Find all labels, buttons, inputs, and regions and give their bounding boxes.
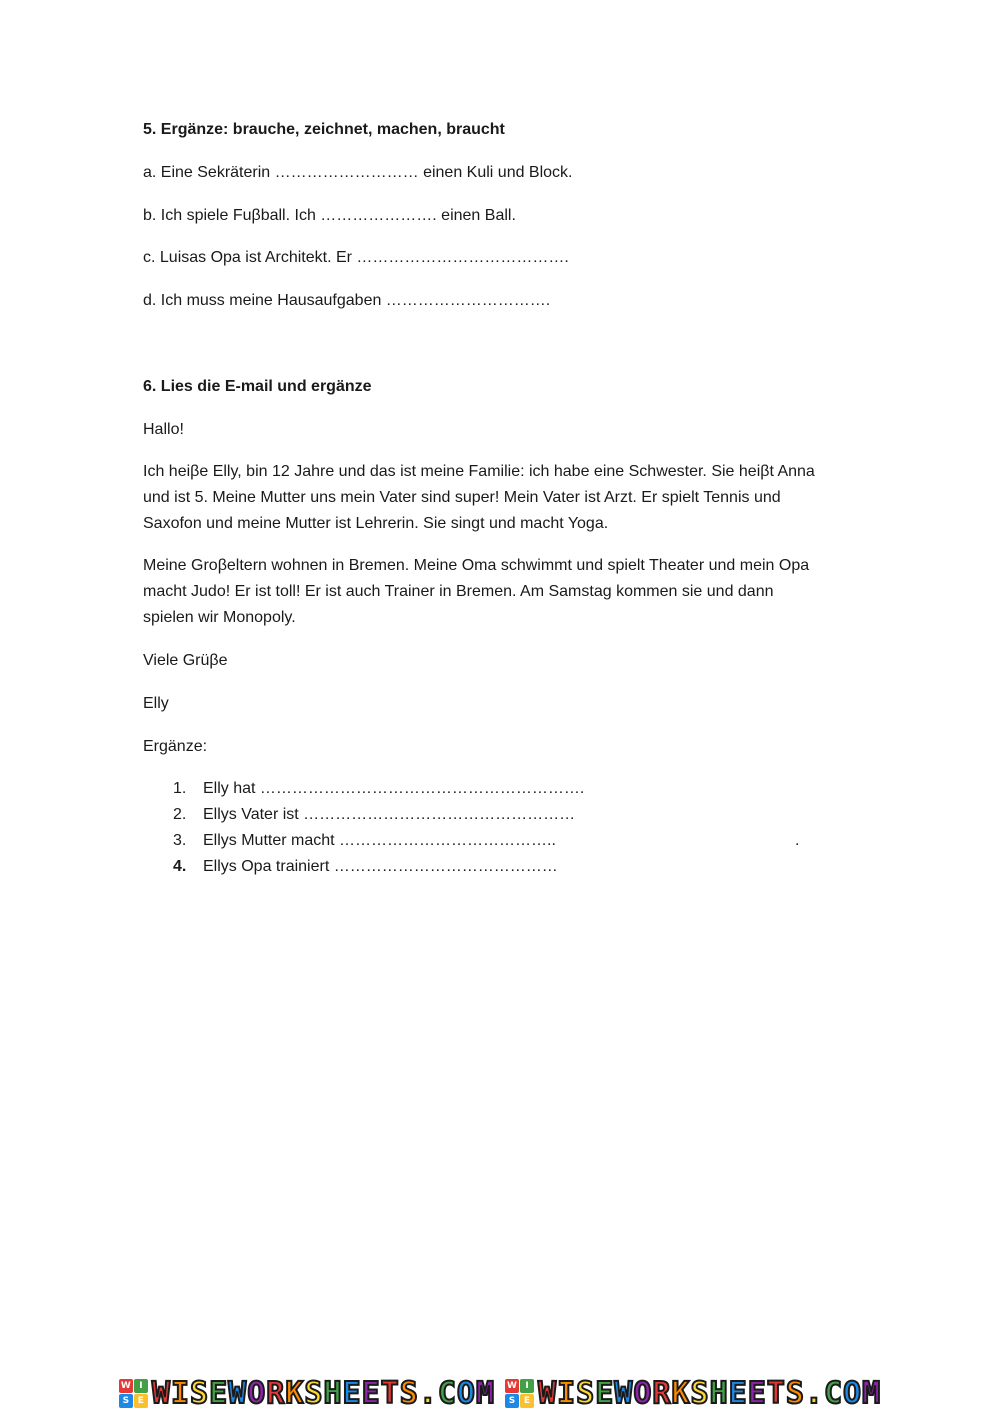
logo-tile: W <box>119 1379 133 1393</box>
wordmark-letter: E <box>595 1376 615 1411</box>
section6-heading: 6. Lies die E-mail und ergänze <box>143 378 372 395</box>
wordmark-letter: W <box>228 1376 248 1411</box>
brand-wordmark <box>538 1376 881 1411</box>
section5-item-d: d. Ich muss meine Hausaufgaben …………………………. <box>143 292 551 309</box>
wordmark-letter: O <box>633 1376 653 1411</box>
list-item-number: 3. <box>173 832 187 849</box>
task-label: Ergänze: <box>143 738 208 755</box>
email-paragraph-1-line: Saxofon und meine Mutter ist Lehrerin. Sie singt und macht Yoga. <box>143 515 609 532</box>
section5-item-c: c. Luisas Opa ist Architekt. Er …………………………………. <box>143 249 569 266</box>
wordmark-letter: E <box>209 1376 229 1411</box>
wordmark-letter: H <box>323 1376 343 1411</box>
wordmark-letter: E <box>747 1376 767 1411</box>
list-item-number: 4. <box>173 858 187 875</box>
list-item <box>173 776 584 802</box>
wordmark-letter: W <box>614 1376 634 1411</box>
wordmark-letter: I <box>557 1376 577 1411</box>
email-paragraph-2-line: macht Judo! Er ist toll! Er ist auch Trainer in Bremen. Am Samstag kommen sie und dann <box>143 583 774 600</box>
email-greeting: Hallo! <box>143 421 184 438</box>
wordmark-letter: R <box>266 1376 286 1411</box>
logo-tile: S <box>505 1394 519 1408</box>
wordmark-letter: C <box>437 1376 457 1411</box>
wordmark-letter: O <box>843 1376 863 1411</box>
brand-block <box>119 1376 495 1411</box>
email-paragraph-2 <box>143 553 859 631</box>
logo-tile: E <box>520 1394 534 1408</box>
list-item-text: Elly hat ……………………………………………………. <box>203 780 585 797</box>
stray-period: . <box>795 832 800 849</box>
wordmark-letter: R <box>652 1376 672 1411</box>
wordmark-letter: . <box>804 1376 824 1411</box>
wordmark-letter: O <box>247 1376 267 1411</box>
footer-watermark <box>0 1374 1000 1413</box>
section5-item-a: a. Eine Sekräterin ……………………… einen Kuli und Block. <box>143 164 573 181</box>
wordmark-letter: E <box>361 1376 381 1411</box>
brand-logo-icon <box>119 1379 148 1408</box>
wordmark-letter: S <box>190 1376 210 1411</box>
wordmark-letter: H <box>709 1376 729 1411</box>
section5-item-b: b. Ich spiele Fuβball. Ich …………………. einen Ball. <box>143 207 516 224</box>
list-item <box>173 802 584 828</box>
wordmark-letter: S <box>399 1376 419 1411</box>
email-closing: Viele Grüβe <box>143 652 228 669</box>
list-item-text: Ellys Opa trainiert …………………………………… <box>203 858 558 875</box>
email-paragraph-2-line: spielen wir Monopoly. <box>143 609 296 626</box>
logo-tile: E <box>134 1394 148 1408</box>
wordmark-letter: S <box>576 1376 596 1411</box>
email-paragraph-1 <box>143 459 859 537</box>
wordmark-letter: T <box>766 1376 786 1411</box>
logo-tile: I <box>520 1379 534 1393</box>
brand-logo-icon <box>505 1379 534 1408</box>
wordmark-letter: I <box>170 1376 190 1411</box>
wordmark-letter: W <box>151 1376 171 1411</box>
brand-block <box>505 1376 881 1411</box>
task-list <box>173 776 584 880</box>
wordmark-letter: S <box>304 1376 324 1411</box>
wordmark-letter: O <box>456 1376 476 1411</box>
wordmark-letter: C <box>823 1376 843 1411</box>
list-item-text: Ellys Vater ist …………………………………………… <box>203 806 576 823</box>
wordmark-letter: K <box>285 1376 305 1411</box>
wordmark-letter: . <box>418 1376 438 1411</box>
wordmark-letter: S <box>690 1376 710 1411</box>
email-paragraph-2-line: Meine Groβeltern wohnen in Bremen. Meine Oma schwimmt und spielt Theater und mein Opa <box>143 557 810 574</box>
wordmark-letter: T <box>380 1376 400 1411</box>
wordmark-letter: W <box>538 1376 558 1411</box>
list-item-number: 1. <box>173 780 187 797</box>
logo-tile: W <box>505 1379 519 1393</box>
logo-tile: S <box>119 1394 133 1408</box>
email-paragraph-1-line: und ist 5. Meine Mutter uns mein Vater sind super! Mein Vater ist Arzt. Er spielt Tennis und <box>143 489 781 506</box>
logo-tile: I <box>134 1379 148 1393</box>
section5-heading: 5. Ergänze: brauche, zeichnet, machen, braucht <box>143 121 505 138</box>
list-item-number: 2. <box>173 806 187 823</box>
wordmark-letter: M <box>862 1376 882 1411</box>
email-signature: Elly <box>143 695 169 712</box>
wordmark-letter: S <box>785 1376 805 1411</box>
brand-wordmark <box>152 1376 495 1411</box>
list-item <box>173 854 584 880</box>
email-paragraph-1-line: Ich heiβe Elly, bin 12 Jahre und das ist meine Familie: ich habe eine Schwester. Sie heiβt Anna <box>143 463 815 480</box>
wordmark-letter: E <box>342 1376 362 1411</box>
wordmark-letter: K <box>671 1376 691 1411</box>
wordmark-letter: E <box>728 1376 748 1411</box>
list-item <box>173 828 584 854</box>
list-item-text: Ellys Mutter macht ………………………………….. <box>203 832 556 849</box>
wordmark-letter: M <box>475 1376 495 1411</box>
